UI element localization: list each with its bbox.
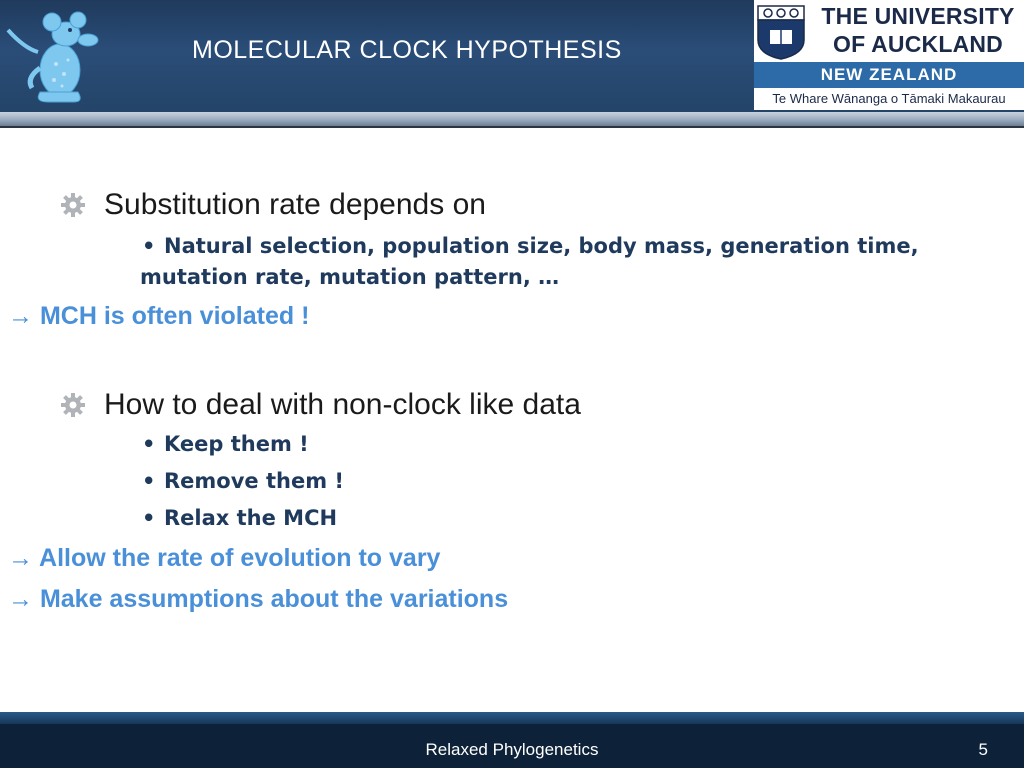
sub-bullet-text: Natural selection, population size, body mass, generation time, mutation rate, mutation pattern, … — [140, 234, 919, 289]
heading-text: How to deal with non-clock like data — [104, 388, 581, 421]
gear-bullet-icon — [60, 192, 86, 218]
slide-content — [0, 126, 1024, 712]
bullet-heading-1 — [60, 188, 486, 222]
sub-bullet-text: Remove them ! — [164, 469, 344, 493]
bullet-dot: • — [142, 234, 156, 258]
bullet-heading-2 — [60, 388, 581, 422]
slide-footer — [0, 712, 1024, 768]
maori-name: Te Whare Wānanga o Tāmaki Makaurau — [772, 91, 1006, 106]
sub-bullet-text: Relax the MCH — [164, 506, 338, 530]
crest-icon — [756, 4, 806, 60]
university-logo — [754, 0, 1024, 110]
gear-bullet-icon — [60, 392, 86, 418]
conclusion-line: → MCH is often violated ! — [8, 302, 310, 330]
university-name: THE UNIVERSITY OF AUCKLAND — [821, 3, 1015, 57]
sub-bullet — [140, 231, 1010, 293]
bullet-dot: • — [142, 506, 156, 530]
footer-band — [0, 712, 1024, 724]
sub-bullet — [140, 503, 1010, 534]
slide-title: MOLECULAR CLOCK HYPOTHESIS — [192, 36, 622, 64]
bullet-dot: • — [142, 432, 156, 456]
conclusion-line: → Make assumptions about the variations — [8, 585, 509, 613]
sub-bullet — [140, 429, 1010, 460]
slide-header — [0, 0, 1024, 126]
country-band: NEW ZEALAND — [754, 62, 1024, 88]
sub-bullet — [140, 466, 1010, 497]
footer-title: Relaxed Phylogenetics — [425, 740, 599, 759]
bullet-dot: • — [142, 469, 156, 493]
sub-bullet-text: Keep them ! — [164, 432, 309, 456]
page-number: 5 — [978, 740, 988, 759]
mouse-logo-icon — [4, 8, 108, 106]
conclusion-line: → Allow the rate of evolution to vary — [8, 544, 441, 572]
heading-text: Substitution rate depends on — [104, 188, 486, 221]
